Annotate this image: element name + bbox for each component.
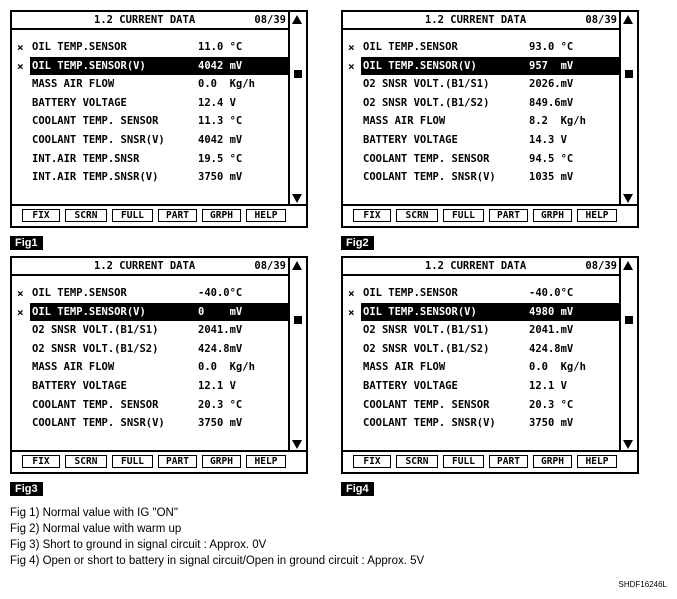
parameter-name: MASS AIR FLOW: [363, 115, 446, 128]
scrn-button[interactable]: SCRN: [396, 455, 438, 468]
grph-button[interactable]: GRPH: [202, 455, 241, 468]
figure-tag: Fig2: [341, 236, 374, 250]
data-row[interactable]: [30, 150, 288, 169]
data-row[interactable]: [361, 321, 619, 340]
grph-button[interactable]: GRPH: [202, 209, 241, 222]
data-row[interactable]: [30, 396, 288, 415]
parameter-value: 19.5 °C: [198, 152, 243, 165]
scroll-thumb[interactable]: [294, 316, 302, 324]
scroll-thumb[interactable]: [294, 70, 302, 78]
data-row[interactable]: [17, 303, 288, 322]
data-row[interactable]: [361, 94, 619, 113]
parameter-name: BATTERY VOLTAGE: [363, 133, 458, 146]
parameter-value: 11.3 °C: [198, 115, 243, 128]
parameter-name: COOLANT TEMP. SENSOR: [32, 115, 159, 128]
caption-fig4: Fig 4) Open or short to battery in signal circuit/Open in ground circuit : Approx. 5V: [10, 555, 425, 567]
parameter-name: COOLANT TEMP. SENSOR: [363, 152, 490, 165]
parameter-value: 1035 mV: [529, 171, 574, 184]
parameter-value: 2041.mV: [529, 324, 574, 337]
data-row[interactable]: [30, 168, 288, 187]
full-button[interactable]: FULL: [112, 455, 153, 468]
data-row[interactable]: [361, 150, 619, 169]
screen-title: 1.2 CURRENT DATA: [94, 14, 196, 26]
grph-button[interactable]: GRPH: [533, 455, 572, 468]
parameter-value: 0.0 Kg/h: [529, 361, 586, 374]
parameter-name: MASS AIR FLOW: [363, 361, 446, 374]
fixed-mark-icon: ×: [17, 305, 24, 319]
parameter-value: 424.8mV: [198, 342, 243, 355]
parameter-value: 4980 mV: [529, 305, 574, 318]
help-button[interactable]: HELP: [577, 455, 617, 468]
data-row[interactable]: [30, 321, 288, 340]
data-row[interactable]: [361, 168, 619, 187]
figure-tag: Fig4: [341, 482, 374, 496]
parameter-value: 94.5 °C: [529, 152, 574, 165]
scroll-up-icon[interactable]: [623, 15, 633, 24]
fixed-mark-icon: ×: [17, 287, 24, 300]
parameter-name: COOLANT TEMP. SNSR(V): [32, 417, 165, 430]
data-row[interactable]: [30, 112, 288, 131]
full-button[interactable]: FULL: [443, 455, 484, 468]
fixed-mark-icon: ×: [348, 41, 355, 54]
parameter-name: BATTERY VOLTAGE: [363, 379, 458, 392]
data-row[interactable]: [17, 284, 288, 303]
data-row[interactable]: [348, 38, 619, 57]
fix-button[interactable]: FIX: [22, 209, 60, 222]
parameter-name: BATTERY VOLTAGE: [32, 96, 127, 109]
parameter-value: -40.0°C: [529, 287, 574, 299]
fixed-mark-icon: ×: [17, 59, 24, 73]
scrn-button[interactable]: SCRN: [396, 209, 438, 222]
parameter-name: OIL TEMP.SENSOR: [363, 287, 458, 299]
full-button[interactable]: FULL: [443, 209, 484, 222]
parameter-name: MASS AIR FLOW: [32, 361, 115, 374]
page-counter: 08/39: [254, 14, 286, 26]
data-row[interactable]: [348, 57, 619, 76]
scrollbar[interactable]: [288, 12, 306, 206]
parameter-name: O2 SNSR VOLT.(B1/S1): [363, 324, 490, 337]
parameter-value: 2041.mV: [198, 324, 243, 337]
page-counter: 08/39: [254, 260, 286, 272]
parameter-value: 3750 mV: [529, 417, 574, 430]
parameter-name: INT.AIR TEMP.SNSR(V): [32, 171, 159, 184]
part-button[interactable]: PART: [158, 455, 197, 468]
header-divider: [12, 28, 288, 30]
data-list: [17, 284, 288, 433]
scrn-button[interactable]: SCRN: [65, 209, 107, 222]
parameter-value: 849.6mV: [529, 96, 574, 109]
page-counter: 08/39: [585, 260, 617, 272]
fix-button[interactable]: FIX: [353, 455, 391, 468]
parameter-name: O2 SNSR VOLT.(B1/S2): [363, 96, 490, 109]
parameter-value: 12.4 V: [198, 96, 236, 109]
data-row[interactable]: [348, 303, 619, 322]
caption-fig1: Fig 1) Normal value with IG "ON": [10, 507, 178, 519]
parameter-value: 0.0 Kg/h: [198, 78, 255, 91]
parameter-name: O2 SNSR VOLT.(B1/S2): [32, 342, 159, 355]
figure-tag: Fig3: [10, 482, 43, 496]
data-row[interactable]: [30, 131, 288, 150]
scroll-up-icon[interactable]: [292, 261, 302, 270]
parameter-name: OIL TEMP.SENSOR(V): [32, 59, 146, 72]
data-row[interactable]: [30, 358, 288, 377]
function-key-bar: [12, 450, 306, 472]
screen-header: [343, 12, 619, 28]
parameter-name: OIL TEMP.SENSOR: [32, 41, 127, 53]
screen-header: [12, 258, 288, 274]
data-list: [17, 38, 288, 187]
data-row[interactable]: [348, 284, 619, 303]
data-row[interactable]: [361, 396, 619, 415]
fix-button[interactable]: FIX: [353, 209, 391, 222]
fix-button[interactable]: FIX: [22, 455, 60, 468]
parameter-value: 3750 mV: [198, 417, 243, 430]
scroll-thumb[interactable]: [625, 70, 633, 78]
parameter-value: 2026.mV: [529, 78, 574, 91]
fixed-mark-icon: ×: [348, 59, 355, 73]
screen-title: 1.2 CURRENT DATA: [425, 260, 527, 272]
page-counter: 08/39: [585, 14, 617, 26]
parameter-value: 8.2 Kg/h: [529, 115, 586, 128]
header-divider: [12, 274, 288, 276]
data-row[interactable]: [361, 377, 619, 396]
data-row[interactable]: [30, 340, 288, 359]
scan-tool-screen: [10, 10, 308, 228]
header-divider: [343, 28, 619, 30]
data-row[interactable]: [30, 377, 288, 396]
parameter-name: COOLANT TEMP. SENSOR: [363, 398, 490, 411]
parameter-value: 12.1 V: [529, 379, 567, 392]
full-button[interactable]: FULL: [112, 209, 153, 222]
header-divider: [343, 274, 619, 276]
screen-title: 1.2 CURRENT DATA: [425, 14, 527, 26]
function-key-bar: [343, 204, 637, 226]
parameter-value: 3750 mV: [198, 171, 243, 184]
scroll-down-icon[interactable]: [623, 440, 633, 449]
data-list: [348, 284, 619, 433]
parameter-name: INT.AIR TEMP.SNSR: [32, 152, 140, 165]
parameter-name: OIL TEMP.SENSOR: [32, 287, 127, 299]
parameter-name: OIL TEMP.SENSOR(V): [363, 305, 477, 318]
fixed-mark-icon: ×: [348, 305, 355, 319]
grph-button[interactable]: GRPH: [533, 209, 572, 222]
scrollbar[interactable]: [288, 258, 306, 452]
data-row[interactable]: [17, 38, 288, 57]
parameter-name: O2 SNSR VOLT.(B1/S1): [363, 78, 490, 91]
scrollbar[interactable]: [619, 258, 637, 452]
scrollbar[interactable]: [619, 12, 637, 206]
data-row[interactable]: [30, 414, 288, 433]
part-button[interactable]: PART: [158, 209, 197, 222]
part-button[interactable]: PART: [489, 209, 528, 222]
parameter-name: COOLANT TEMP. SNSR(V): [363, 171, 496, 184]
data-row[interactable]: [17, 57, 288, 76]
function-key-bar: [343, 450, 637, 472]
parameter-name: OIL TEMP.SENSOR(V): [32, 305, 146, 318]
parameter-value: 93.0 °C: [529, 41, 574, 53]
parameter-value: 4042 mV: [198, 133, 243, 146]
parameter-value: 14.3 V: [529, 133, 567, 146]
parameter-value: 20.3 °C: [198, 398, 243, 411]
data-row[interactable]: [361, 75, 619, 94]
parameter-value: -40.0°C: [198, 287, 243, 299]
parameter-value: 4042 mV: [198, 59, 243, 72]
parameter-value: 11.0 °C: [198, 41, 243, 53]
parameter-value: 0 mV: [198, 305, 243, 318]
screen-title: 1.2 CURRENT DATA: [94, 260, 196, 272]
scroll-up-icon[interactable]: [292, 15, 302, 24]
scroll-down-icon[interactable]: [292, 194, 302, 203]
help-button[interactable]: HELP: [577, 209, 617, 222]
function-key-bar: [12, 204, 306, 226]
parameter-value: 0.0 Kg/h: [198, 361, 255, 374]
caption-fig2: Fig 2) Normal value with warm up: [10, 523, 182, 535]
figure-tag: Fig1: [10, 236, 43, 250]
scan-tool-screen: [341, 10, 639, 228]
parameter-value: 12.1 V: [198, 379, 236, 392]
parameter-name: COOLANT TEMP. SNSR(V): [363, 417, 496, 430]
scroll-down-icon[interactable]: [623, 194, 633, 203]
help-button[interactable]: HELP: [246, 209, 286, 222]
data-row[interactable]: [361, 340, 619, 359]
screen-header: [12, 12, 288, 28]
scroll-down-icon[interactable]: [292, 440, 302, 449]
parameter-name: OIL TEMP.SENSOR(V): [363, 59, 477, 72]
screen-header: [343, 258, 619, 274]
data-row[interactable]: [361, 414, 619, 433]
scrn-button[interactable]: SCRN: [65, 455, 107, 468]
parameter-value: 424.8mV: [529, 342, 574, 355]
parameter-value: 957 mV: [529, 59, 574, 72]
data-list: [348, 38, 619, 187]
scroll-thumb[interactable]: [625, 316, 633, 324]
parameter-name: OIL TEMP.SENSOR: [363, 41, 458, 53]
data-row[interactable]: [30, 94, 288, 113]
scan-tool-screen: [10, 256, 308, 474]
caption-fig3: Fig 3) Short to ground in signal circuit : Approx. 0V: [10, 539, 267, 551]
data-row[interactable]: [361, 112, 619, 131]
data-row[interactable]: [30, 75, 288, 94]
fixed-mark-icon: ×: [348, 287, 355, 300]
parameter-name: BATTERY VOLTAGE: [32, 379, 127, 392]
data-row[interactable]: [361, 358, 619, 377]
fixed-mark-icon: ×: [17, 41, 24, 54]
scroll-up-icon[interactable]: [623, 261, 633, 270]
parameter-name: COOLANT TEMP. SENSOR: [32, 398, 159, 411]
scan-tool-screen: [341, 256, 639, 474]
parameter-name: O2 SNSR VOLT.(B1/S1): [32, 324, 159, 337]
document-code: SHDF16246L: [618, 580, 667, 589]
parameter-value: 20.3 °C: [529, 398, 574, 411]
parameter-name: O2 SNSR VOLT.(B1/S2): [363, 342, 490, 355]
parameter-name: COOLANT TEMP. SNSR(V): [32, 133, 165, 146]
help-button[interactable]: HELP: [246, 455, 286, 468]
part-button[interactable]: PART: [489, 455, 528, 468]
parameter-name: MASS AIR FLOW: [32, 78, 115, 91]
data-row[interactable]: [361, 131, 619, 150]
